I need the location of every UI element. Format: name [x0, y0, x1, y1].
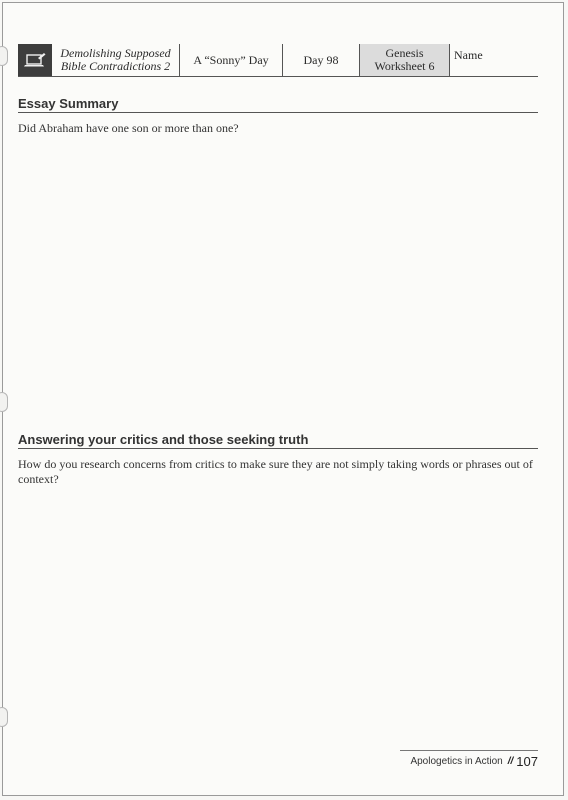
binder-hole — [0, 46, 8, 66]
worksheet-label: Genesis Worksheet 6 — [360, 44, 450, 76]
page-number: 107 — [516, 754, 538, 769]
day-label: Day 98 — [283, 44, 360, 76]
answering-critics-question: How do you research concerns from critics to make sure they are not simply taking words or phrases out of context? — [18, 457, 533, 486]
name-label: Name — [454, 48, 483, 62]
essay-summary-heading: Essay Summary — [18, 96, 538, 113]
essay-summary-question: Did Abraham have one son or more than one? — [18, 121, 239, 135]
worksheet-laptop-icon — [18, 44, 52, 76]
page-footer — [400, 750, 538, 769]
lesson-title: A “Sonny” Day — [180, 44, 283, 76]
binder-hole — [0, 707, 8, 727]
worksheet-header — [18, 44, 538, 77]
binder-hole — [0, 392, 8, 412]
book-title: Apologetics in Action — [410, 756, 503, 767]
footer-separator: // — [507, 756, 514, 767]
answering-critics-heading: Answering your critics and those seeking truth — [18, 432, 538, 449]
course-title: Demolishing Supposed Bible Contradictions 2 — [52, 44, 180, 76]
